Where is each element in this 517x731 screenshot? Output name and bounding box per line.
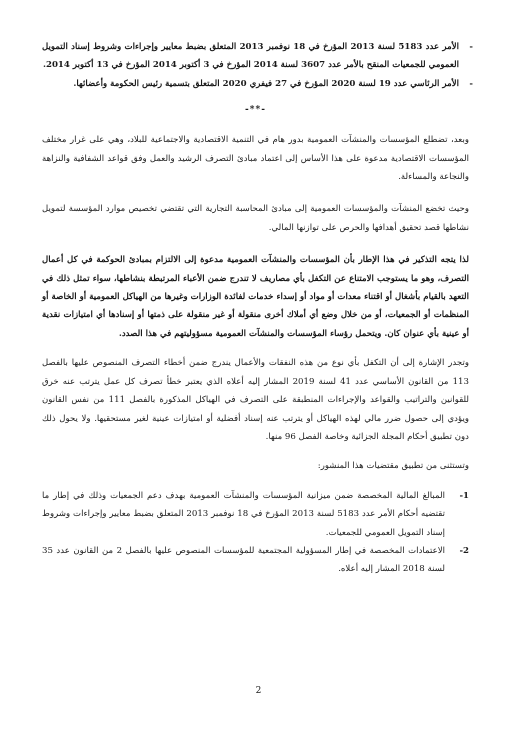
reference-item [42, 38, 473, 75]
item-text: الاعتمادات المخصصة في إطار المسؤولية المجتمعية للمؤسسات المنصوص عليها بالفصل 2 من القانون عدد 35 لسنة 2018 المشار إليه أعلاه. [42, 545, 445, 575]
body-paragraph: لذا يتجه التذكير في هذا الإطار بأن المؤسسات والمنشآت العمومية مدعوة إلى الالتزام بمبادئ الحوكمة في كل أعمال التصرف، وهو ما يستوجب الامتناع عن التكفل بأي مصاريف لا تندرج ضمن الأعباء المرتبطة بنشاطها، سواء تمثل ذلك في التعهد بالقيام بأشغال أو اقتناء معدات أو مواد أو إسداء خدمات لفائدة الوزارات وغيرها من الهياكل العمومية أو الخاصة أو المنظمات أو الجمعيات، أو من خلال وضع أي أملاك أخرى منقولة أو غير منقولة على ذمتها أو إسنادها أي امتيازات نقدية أو عينية بأي عنوان كان. ويتحمل رؤساء المؤسسات والمنشآت العمومية مسؤوليتهم في هذا الصدد. [42, 255, 469, 339]
reference-text: الأمر عدد 5183 لسنة 2013 المؤرخ في 18 نوفمبر 2013 المتعلق بضبط معايير وإجراءات وشروط إسناد التمويل العمومي للجمعيات المنقح بالأمر عدد 3607 لسنة 2014 المؤرخ في 3 أكتوبر 2014 المؤرخ في 13 أكتوبر 2014. [42, 42, 459, 71]
reference-text: الأمر الرئاسي عدد 19 لسنة 2020 المؤرخ في 27 فيفري 2020 المتعلق بتسمية رئيس الحكومة وأعضائها. [73, 78, 459, 89]
body-paragraph: وحيث تخضع المنشآت والمؤسسات العمومية إلى مبادئ المحاسبة التجارية التي تقتضي تخصيص موارد المؤسسة لتمويل نشاطها قصد تحقيق أهدافها والحرص على توازنها المالي. [42, 204, 469, 233]
numbered-item [42, 487, 469, 542]
page-number: 2 [255, 686, 262, 696]
dash-marker: - [469, 78, 473, 89]
reference-item [42, 75, 473, 93]
dash-marker: - [469, 42, 473, 52]
item-number: -1 [459, 490, 469, 501]
body-paragraph: وبعد، تضطلع المؤسسات والمنشآت العمومية بدور هام في التنمية الاقتصادية والاجتماعية للبلاد، وهي على غرار مختلف المؤسسات الاقتصادية مدعوة على هذا الأساس إلى اعتماد مبادئ التصرف الرشيد والعمل وفق قواعد الشفافية والنزاهة والنجاعة والمساءلة. [42, 135, 469, 183]
numbered-item [42, 542, 469, 579]
body-paragraph: وتجدر الإشارة إلى أن التكفل بأي نوع من هذه النفقات والأعمال يندرج ضمن أخطاء التصرف المنصوص عليها بالفصل 113 من القانون الأساسي عدد 41 لسنة 2019 المشار إليه أعلاه الذي يعتبر خطأ تصرف كل عمل يترتب عنه خرق للقوانين والتراتيب والقواعد والإجراءات المنطبقة على التصرف في الهياكل المذكورة بالفصل 111 من نفس القانون ويؤدي إلى حصول ضرر مالي لهذه الهياكل أو يترتب عنه إسناد أفضلية أو امتيازات عينية لغير مستحقيها. ولا يحول ذلك دون تطبيق أحكام المجلة الجزائية وخاصة الفصل 96 منها. [42, 358, 470, 442]
item-number: -2 [459, 545, 469, 556]
items-intro: وتستثنى من تطبيق مقتضيات هذا المنشور: [317, 461, 469, 472]
section-separator: -**- [245, 105, 266, 116]
item-text: المبالغ المالية المخصصة ضمن ميزانية المؤسسات والمنشآت العمومية بهدف دعم الجمعيات وذلك في إطار ما تقتضيه أحكام الأمر عدد 5183 لسنة 2013 المؤرخ في 18 نوفمبر 2013 المتعلق بضبط معايير وإجراءات وشروط إسناد التمويل العمومي للجمعيات. [42, 490, 445, 538]
